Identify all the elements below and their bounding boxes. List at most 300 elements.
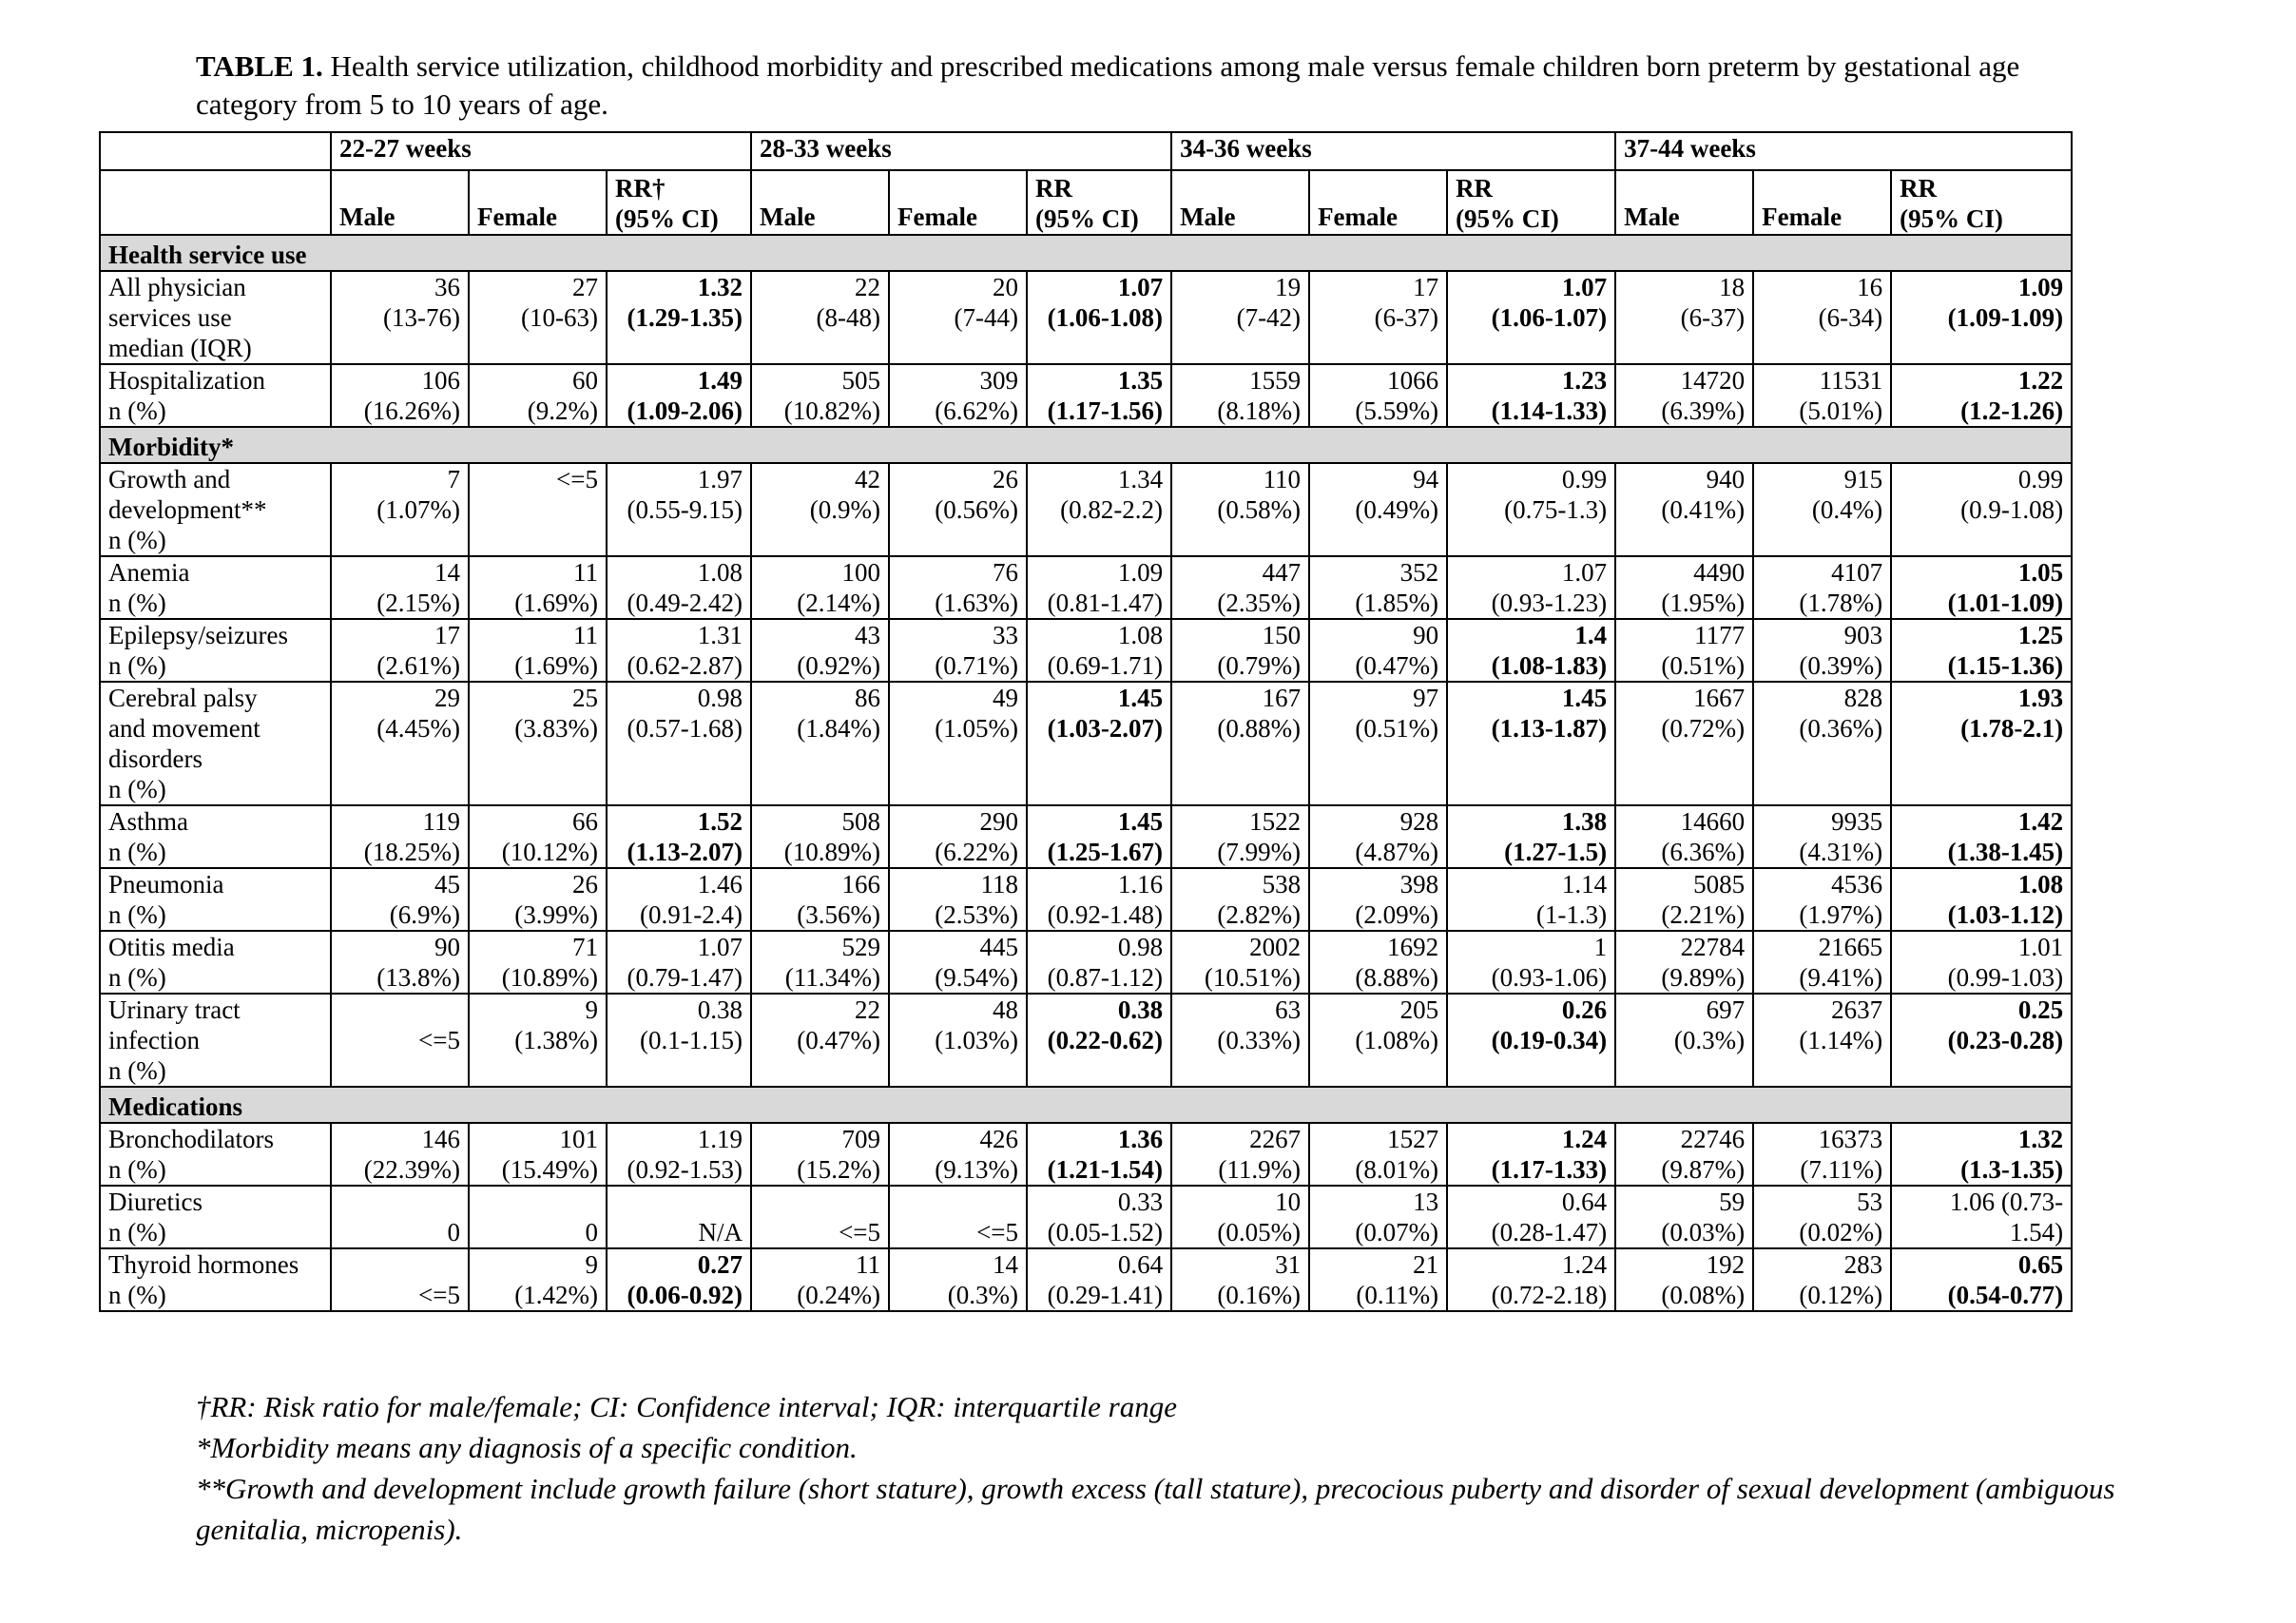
- cell-line: n (%): [108, 963, 166, 992]
- cell-line: (0.75-1.3): [1504, 495, 1608, 524]
- male-value-cell: [331, 1123, 469, 1186]
- cell-line: (1.3-1.35): [1960, 1155, 2064, 1184]
- male-value-cell: [1171, 364, 1309, 427]
- cell-line: 36: [434, 273, 460, 301]
- female-value-cell: [1309, 463, 1447, 556]
- cell-line: 1.07: [697, 933, 743, 961]
- cell-line: 828: [1843, 684, 1883, 712]
- section-title: Morbidity*: [100, 427, 2072, 463]
- cell-line: (15.2%): [797, 1155, 881, 1184]
- male-value-cell: [331, 1248, 469, 1311]
- cell-line: (8-48): [816, 303, 881, 332]
- cell-line: (1.38-1.45): [1947, 838, 2064, 866]
- cell-line: 13: [1413, 1188, 1439, 1216]
- male-value-cell: [1171, 1186, 1309, 1248]
- cell-line: (0.9%): [809, 495, 881, 524]
- cell-line: (22.39%): [363, 1155, 460, 1184]
- cell-line: (1.21-1.54): [1047, 1155, 1164, 1184]
- cell-line: (6.22%): [935, 838, 1019, 866]
- rr-value-cell: [1891, 463, 2072, 556]
- female-value-cell: [1309, 805, 1447, 868]
- cell-line: (10.51%): [1204, 963, 1302, 992]
- rr-value-cell: [1027, 1123, 1171, 1186]
- table-row: [100, 463, 2072, 556]
- cell-line: 22: [855, 995, 881, 1024]
- cell-line: 14: [434, 558, 460, 587]
- cell-line: (1.97%): [1799, 900, 1883, 929]
- row-label: [100, 805, 331, 868]
- rr-value-cell: [1027, 805, 1171, 868]
- female-value-cell: [469, 463, 607, 556]
- cell-line: 9: [585, 995, 598, 1024]
- rr-value-cell: [1027, 556, 1171, 619]
- female-value-cell: [889, 805, 1027, 868]
- female-value-cell: [889, 868, 1027, 931]
- row-label: [100, 994, 331, 1087]
- cell-line: Epilepsy/seizures: [108, 621, 288, 649]
- cell-line: (0.54-0.77): [1947, 1281, 2064, 1309]
- cell-line: (0.49%): [1355, 495, 1439, 524]
- cell-line: Pneumonia: [108, 870, 224, 898]
- cell-line: 4536: [1831, 870, 1883, 898]
- cell-line: (1.09-1.09): [1947, 303, 2064, 332]
- group-header-row: [100, 132, 2072, 170]
- group-header-cell: 34-36 weeks: [1171, 132, 1615, 170]
- cell-line: (0.41%): [1661, 495, 1746, 524]
- cell-line: 1.22: [2017, 366, 2064, 395]
- cell-line: (1.03%): [935, 1026, 1019, 1054]
- cell-line: (0.55-9.15): [627, 495, 743, 524]
- cell-line: (0.11%): [1356, 1281, 1439, 1309]
- cell-line: (1.13-1.87): [1491, 714, 1608, 743]
- cell-line: (0.82-2.2): [1060, 495, 1164, 524]
- male-value-cell: [331, 463, 469, 556]
- cell-line: Diuretics: [108, 1188, 203, 1216]
- cell-line: 11: [573, 621, 598, 649]
- cell-line: 915: [1843, 465, 1883, 493]
- cell-line: 150: [1262, 621, 1302, 649]
- female-header-cell: Female: [1753, 170, 1891, 235]
- cell-line: 1.07: [1117, 273, 1164, 301]
- cell-line: (0.56%): [935, 495, 1019, 524]
- rr-value-cell: [607, 463, 751, 556]
- female-value-cell: [1753, 463, 1891, 556]
- cell-line: (2.35%): [1217, 589, 1302, 617]
- cell-line: 0: [447, 1218, 460, 1246]
- rr-value-cell: [1891, 271, 2072, 364]
- cell-line: (0.29-1.41): [1047, 1281, 1164, 1309]
- female-value-cell: [889, 1186, 1027, 1248]
- cell-line: 1.34: [1117, 465, 1164, 493]
- cell-line: 22746: [1680, 1125, 1746, 1153]
- cell-line: 119: [422, 807, 460, 836]
- footnotes: [196, 1386, 2192, 1550]
- cell-line: 1.24: [1561, 1125, 1608, 1153]
- male-value-cell: [751, 868, 889, 931]
- male-value-cell: [1615, 556, 1753, 619]
- cell-line: (0.22-0.62): [1047, 1026, 1164, 1054]
- section-header-row: [100, 1087, 2072, 1123]
- cell-line: (7-44): [954, 303, 1019, 332]
- cell-line: 26: [993, 465, 1019, 493]
- cell-line: (0.16%): [1217, 1281, 1302, 1309]
- cell-line: n (%): [108, 589, 166, 617]
- cell-line: (16.26%): [363, 396, 460, 425]
- rr-value-cell: [1447, 364, 1615, 427]
- footnote: **Growth and development include growth failure (short stature), growth excess (tall stature), precocious puberty and disorder of sexual development (ambiguous genitalia, micropenis).: [196, 1472, 2115, 1546]
- male-value-cell: [331, 364, 469, 427]
- cell-line: 101: [559, 1125, 598, 1153]
- cell-line: 63: [1275, 995, 1302, 1024]
- cell-line: (6-37): [1374, 303, 1439, 332]
- cell-line: 76: [993, 558, 1019, 587]
- cell-line: 709: [841, 1125, 881, 1153]
- female-header-cell: Female: [889, 170, 1027, 235]
- cell-line: (1.2-1.26): [1960, 396, 2064, 425]
- female-value-cell: [469, 271, 607, 364]
- cell-line: (1-1.3): [1535, 900, 1608, 929]
- table-row: [100, 1123, 2072, 1186]
- cell-line: (0.92-1.48): [1047, 900, 1164, 929]
- female-value-cell: [1753, 1186, 1891, 1248]
- cell-line: (0.81-1.47): [1047, 589, 1164, 617]
- cell-line: and movement: [108, 714, 260, 743]
- cell-line: (10.89%): [783, 838, 881, 866]
- male-value-cell: [1615, 1186, 1753, 1248]
- female-header-cell: Female: [469, 170, 607, 235]
- rr-header-cell: [1891, 170, 2072, 235]
- table-caption: [196, 48, 2097, 124]
- cell-line: (0.93-1.06): [1491, 963, 1608, 992]
- cell-line: Bronchodilators: [108, 1125, 274, 1153]
- cell-line: (2.82%): [1217, 900, 1302, 929]
- cell-line: [477, 494, 598, 525]
- cell-line: (1.95%): [1661, 589, 1746, 617]
- cell-line: 1.54): [2009, 1218, 2064, 1246]
- cell-line: 1.52: [697, 807, 743, 836]
- cell-line: 445: [979, 933, 1019, 961]
- cell-line: 49: [993, 684, 1019, 712]
- rr-value-cell: [1891, 556, 2072, 619]
- rr-value-cell: [607, 682, 751, 805]
- male-value-cell: [1171, 463, 1309, 556]
- cell-line: (0.05%): [1217, 1218, 1302, 1246]
- male-value-cell: [331, 805, 469, 868]
- female-value-cell: [1753, 1123, 1891, 1186]
- cell-line: (0.07%): [1355, 1218, 1439, 1246]
- cell-line: 4107: [1831, 558, 1883, 587]
- cell-line: [897, 1187, 1018, 1217]
- cell-line: 940: [1706, 465, 1746, 493]
- female-value-cell: [469, 931, 607, 994]
- cell-line: disorders: [108, 744, 203, 773]
- female-value-cell: [1309, 1186, 1447, 1248]
- table-row: [100, 1248, 2072, 1311]
- cell-line: 0.99: [2017, 465, 2064, 493]
- cell-line: 309: [979, 366, 1019, 395]
- male-value-cell: [1171, 868, 1309, 931]
- cell-line: (10-63): [521, 303, 598, 332]
- cell-line: 903: [1843, 621, 1883, 649]
- row-label: [100, 364, 331, 427]
- cell-line: 0.33: [1117, 1188, 1164, 1216]
- female-value-cell: [1753, 868, 1891, 931]
- table-row: [100, 556, 2072, 619]
- cell-line: (0.92-1.53): [627, 1155, 743, 1184]
- cell-line: (6-37): [1680, 303, 1746, 332]
- female-value-cell: [1753, 619, 1891, 682]
- group-header-cell: 22-27 weeks: [331, 132, 751, 170]
- cell-line: 205: [1399, 995, 1439, 1024]
- cell-line: (1.69%): [514, 589, 598, 617]
- cell-line: (1.08-1.83): [1491, 651, 1608, 680]
- rr-value-cell: [1891, 1186, 2072, 1248]
- cell-line: 1.14: [1561, 870, 1608, 898]
- cell-line: 146: [421, 1125, 460, 1153]
- row-label: [100, 682, 331, 805]
- cell-line: development**: [108, 495, 267, 524]
- male-value-cell: [751, 931, 889, 994]
- female-value-cell: [1753, 682, 1891, 805]
- cell-line: (1.85%): [1355, 589, 1439, 617]
- cell-line: (0.23-0.28): [1947, 1026, 2064, 1054]
- cell-line: 505: [841, 366, 881, 395]
- cell-line: 16: [1857, 273, 1883, 301]
- rr-value-cell: [607, 364, 751, 427]
- cell-line: services use: [108, 303, 232, 332]
- rr-value-cell: [1891, 1123, 2072, 1186]
- male-value-cell: [1615, 1248, 1753, 1311]
- cell-line: 697: [1706, 995, 1746, 1024]
- cell-line: (1.05%): [935, 714, 1019, 743]
- rr-value-cell: [1891, 931, 2072, 994]
- male-value-cell: [1615, 463, 1753, 556]
- cell-line: 100: [841, 558, 881, 587]
- row-label: [100, 463, 331, 556]
- cell-line: (0.39%): [1799, 651, 1883, 680]
- rr-value-cell: [607, 1248, 751, 1311]
- male-value-cell: [331, 271, 469, 364]
- cell-line: 60: [572, 366, 598, 395]
- female-value-cell: [889, 463, 1027, 556]
- cell-line: (95% CI): [615, 204, 719, 233]
- cell-line: (1.08%): [1355, 1026, 1439, 1054]
- male-value-cell: [1171, 805, 1309, 868]
- section-title: Health service use: [100, 235, 2072, 271]
- male-value-cell: [751, 1248, 889, 1311]
- cell-line: [760, 1187, 880, 1217]
- cell-line: (0.9-1.08): [1960, 495, 2064, 524]
- rr-value-cell: [1447, 463, 1615, 556]
- rr-value-cell: [1027, 364, 1171, 427]
- cell-line: Asthma: [108, 807, 188, 836]
- male-value-cell: [1615, 1123, 1753, 1186]
- cell-line: 1.25: [2017, 621, 2064, 649]
- cell-line: (1.06-1.08): [1047, 303, 1164, 332]
- cell-line: 2002: [1249, 933, 1302, 961]
- cell-line: (2.15%): [376, 589, 460, 617]
- empty-corner-cell: [100, 170, 331, 235]
- rr-value-cell: [1027, 271, 1171, 364]
- cell-line: (1.14%): [1799, 1026, 1883, 1054]
- cell-line: 1.97: [697, 465, 743, 493]
- row-label: [100, 1186, 331, 1248]
- female-value-cell: [889, 364, 1027, 427]
- rr-value-cell: [1447, 1248, 1615, 1311]
- male-value-cell: [331, 994, 469, 1087]
- row-label: [100, 619, 331, 682]
- cell-line: 48: [993, 995, 1019, 1024]
- cell-line: (0.33%): [1217, 1026, 1302, 1054]
- cell-line: 1.09: [1117, 558, 1164, 587]
- cell-line: (0.1-1.15): [640, 1026, 743, 1054]
- male-value-cell: [1171, 931, 1309, 994]
- cell-line: 1.09: [2017, 273, 2064, 301]
- cell-line: (0.12%): [1799, 1281, 1883, 1309]
- cell-line: (3.83%): [514, 714, 598, 743]
- rr-value-cell: [1447, 805, 1615, 868]
- cell-line: 18: [1719, 273, 1746, 301]
- female-value-cell: [1753, 364, 1891, 427]
- cell-line: 1667: [1693, 684, 1746, 712]
- cell-line: (18.25%): [363, 838, 460, 866]
- cell-line: (1.07%): [376, 495, 460, 524]
- cell-line: 0.64: [1561, 1188, 1608, 1216]
- cell-line: n (%): [108, 838, 166, 866]
- cell-line: (13-76): [383, 303, 460, 332]
- cell-line: (0.3%): [1673, 1026, 1746, 1054]
- cell-line: 529: [841, 933, 881, 961]
- cell-line: (1.29-1.35): [627, 303, 743, 332]
- male-value-cell: [1171, 619, 1309, 682]
- female-value-cell: [1309, 1123, 1447, 1186]
- cell-line: (2.14%): [797, 589, 881, 617]
- cell-line: (0.3%): [947, 1281, 1019, 1309]
- cell-line: (95% CI): [1456, 204, 1559, 233]
- rr-value-cell: [1027, 1186, 1171, 1248]
- cell-line: 9935: [1831, 807, 1883, 836]
- cell-line: (95% CI): [1035, 204, 1139, 233]
- cell-line: (0.06-0.92): [627, 1281, 743, 1309]
- cell-line: (6.62%): [935, 396, 1019, 425]
- rr-value-cell: [1027, 619, 1171, 682]
- section-header-row: [100, 427, 2072, 463]
- female-value-cell: [889, 1123, 1027, 1186]
- cell-line: (8.01%): [1355, 1155, 1439, 1184]
- rr-value-cell: [1891, 805, 2072, 868]
- cell-line: 0.99: [1561, 465, 1608, 493]
- cell-line: (0.36%): [1799, 714, 1883, 743]
- cell-line: (0.62-2.87): [627, 651, 743, 680]
- cell-line: 7: [447, 465, 460, 493]
- cell-line: Thyroid hormones: [108, 1250, 299, 1279]
- cell-line: Otitis media: [108, 933, 235, 961]
- cell-line: 1.45: [1117, 807, 1164, 836]
- rr-value-cell: [1891, 619, 2072, 682]
- cell-line: 31: [1275, 1250, 1302, 1279]
- cell-line: 0.65: [2017, 1250, 2064, 1279]
- table-row: [100, 682, 2072, 805]
- female-value-cell: [1753, 1248, 1891, 1311]
- cell-line: [615, 1187, 743, 1217]
- rr-value-cell: [607, 931, 751, 994]
- cell-line: 0.64: [1117, 1250, 1164, 1279]
- female-value-cell: [1753, 805, 1891, 868]
- male-header-cell: Male: [331, 170, 469, 235]
- female-value-cell: [889, 271, 1027, 364]
- cell-line: 0.38: [1117, 995, 1164, 1024]
- cell-line: (1.03-1.12): [1947, 900, 2064, 929]
- cell-line: (1.25-1.67): [1047, 838, 1164, 866]
- cell-line: (0.92%): [797, 651, 881, 680]
- male-value-cell: [751, 463, 889, 556]
- cell-line: 1.07: [1561, 273, 1608, 301]
- row-label: [100, 1248, 331, 1311]
- rr-value-cell: [607, 1186, 751, 1248]
- female-value-cell: [469, 1248, 607, 1311]
- cell-line: (11.34%): [784, 963, 881, 992]
- cell-line: 1177: [1694, 621, 1746, 649]
- cell-line: (0.71%): [935, 651, 1019, 680]
- male-header-cell: Male: [1171, 170, 1309, 235]
- cell-line: 538: [1262, 870, 1302, 898]
- cell-line: (3.56%): [797, 900, 881, 929]
- cell-line: 447: [1262, 558, 1302, 587]
- cell-line: (1.17-1.56): [1047, 396, 1164, 425]
- male-value-cell: [1171, 682, 1309, 805]
- cell-line: 1.32: [2017, 1125, 2064, 1153]
- cell-line: (2.21%): [1661, 900, 1746, 929]
- cell-line: 1.38: [1561, 807, 1608, 836]
- female-value-cell: [1309, 682, 1447, 805]
- cell-line: [339, 1249, 460, 1280]
- table-row: [100, 271, 2072, 364]
- cell-line: (0.08%): [1661, 1281, 1746, 1309]
- cell-line: 1522: [1249, 807, 1302, 836]
- cell-line: 0.26: [1561, 995, 1608, 1024]
- cell-line: (4.87%): [1355, 838, 1439, 866]
- cell-line: N/A: [698, 1218, 743, 1246]
- female-value-cell: [469, 805, 607, 868]
- cell-line: 53: [1857, 1188, 1883, 1216]
- table-row: [100, 994, 2072, 1087]
- row-label: [100, 1123, 331, 1186]
- row-label: [100, 556, 331, 619]
- cell-line: 45: [434, 870, 460, 898]
- cell-line: (0.57-1.68): [627, 714, 743, 743]
- cell-line: (0.87-1.12): [1047, 963, 1164, 992]
- cell-line: Anemia: [108, 558, 190, 587]
- cell-line: (8.88%): [1355, 963, 1439, 992]
- cell-line: <=5: [839, 1218, 881, 1246]
- cell-line: (6-34): [1818, 303, 1883, 332]
- cell-line: 167: [1262, 684, 1302, 712]
- cell-line: 1.49: [697, 366, 743, 395]
- cell-line: 71: [572, 933, 598, 961]
- cell-line: (1.01-1.09): [1947, 589, 2064, 617]
- female-value-cell: [469, 1186, 607, 1248]
- table-row: [100, 619, 2072, 682]
- cell-line: (95% CI): [1900, 204, 2003, 233]
- cell-line: All physician: [108, 273, 246, 301]
- cell-line: (1.14-1.33): [1491, 396, 1608, 425]
- cell-line: (0.02%): [1799, 1218, 1883, 1246]
- cell-line: 1.32: [697, 273, 743, 301]
- cell-line: (0.03%): [1661, 1218, 1746, 1246]
- cell-line: 0.98: [1117, 933, 1164, 961]
- cell-line: 106: [421, 366, 460, 395]
- female-value-cell: [1309, 619, 1447, 682]
